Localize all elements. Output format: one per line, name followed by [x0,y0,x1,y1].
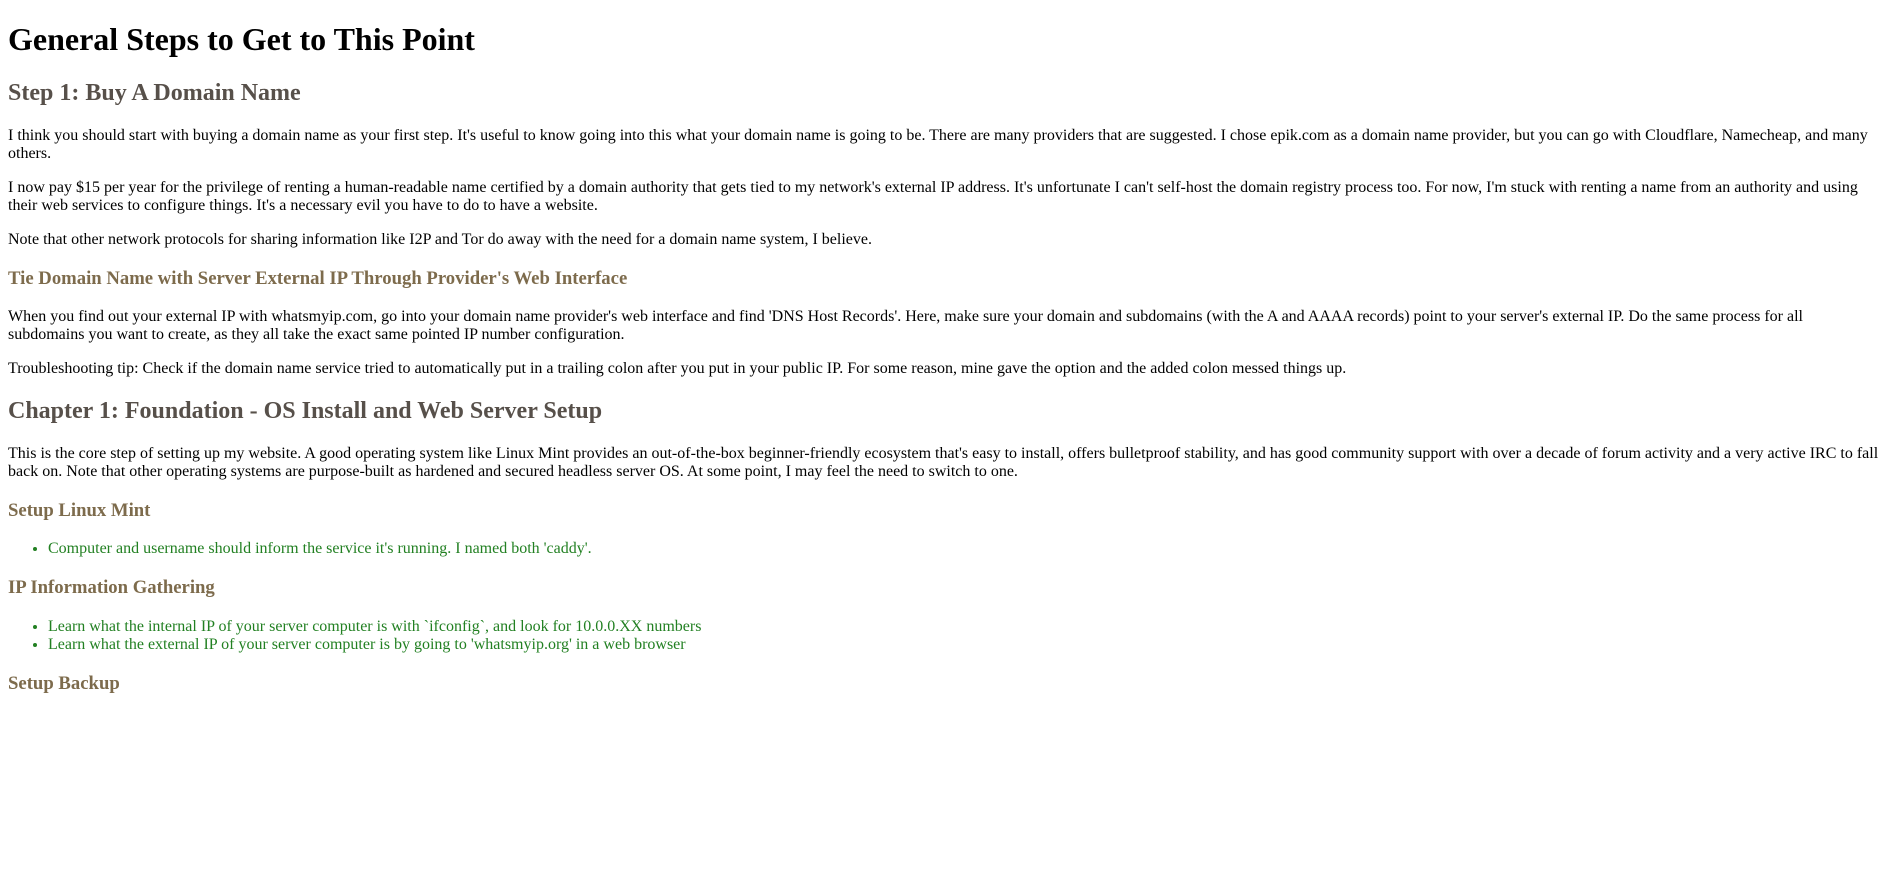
paragraph-troubleshooting: Troubleshooting tip: Check if the domain name service tried to automatically put in a trailing colon after you put in your public IP. For some reason, mine gave the option and the added colon messed things up. [8,360,1347,378]
list-item: • Learn what the internal IP of your server computer is with `ifconfig`, and look for 10.0.0.XX numbers [48,618,1881,636]
subsection-heading-dns: Tie Domain Name with Server External IP Through Provider's Web Interface [8,267,628,289]
subsection-heading-linux-mint: Setup Linux Mint [8,499,151,521]
section-heading-chapter1: Chapter 1: Foundation - OS Install and Web Server Setup [8,398,603,425]
list-item: • Computer and username should inform the service it's running. I named both 'caddy'. [48,540,1881,558]
subsection-heading-ip-gathering: IP Information Gathering [8,577,215,599]
list-item: • Learn what the external IP of your server computer is by going to 'whatsmyip.org' in a web browser [48,636,1881,654]
article [8,21,1881,694]
paragraph-other-protocols: Note that other network protocols for sharing information like I2P and Tor do away with the need for a domain name system, I believe. [8,230,872,248]
subsection-heading-backup: Setup Backup [8,672,120,694]
paragraph-pay-per-year: I now pay $15 per year for the privilege of renting a human-readable name certified by a domain authority that gets tied to my network's external IP address. It's unfortunate I can't self-host the domain registry process too. For now, I'm stuck with renting a name from an authority and using their web services to configure things. It's a necessary evil you have to do to have a website. [8,178,1858,214]
page-title: General Steps to Get to This Point [8,21,475,58]
paragraph-buy-domain: I think you should start with buying a domain name as your first step. It's useful to know going into this what your domain name is going to be. There are many providers that are suggested. I chose epik.com as a domain name provider, but you can go with Cloudflare, Namecheap, and many others. [8,126,1868,162]
section-heading-step1: Step 1: Buy A Domain Name [8,79,301,106]
paragraph-dns-records: When you find out your external IP with whatsmyip.com, go into your domain name provider's web interface and find 'DNS Host Records'. Here, make sure your domain and subdomains (with the A and AAAA records) point to your server's external IP. Do the same process for all subdomains you want to create, as they all take the exact same pointed IP number configuration. [8,308,1803,344]
linux-mint-list [8,540,1881,558]
ip-gathering-list [8,618,1881,654]
paragraph-core-step: This is the core step of setting up my website. A good operating system like Linux Mint provides an out-of-the-box beginner-friendly ecosystem that's easy to install, offers bulletproof stability, and has good community support with over a decade of forum activity and a very active IRC to fall back on. Note that other operating systems are purpose-built as hardened and secured headless server OS. At some point, I may feel the need to switch to one. [8,445,1879,481]
